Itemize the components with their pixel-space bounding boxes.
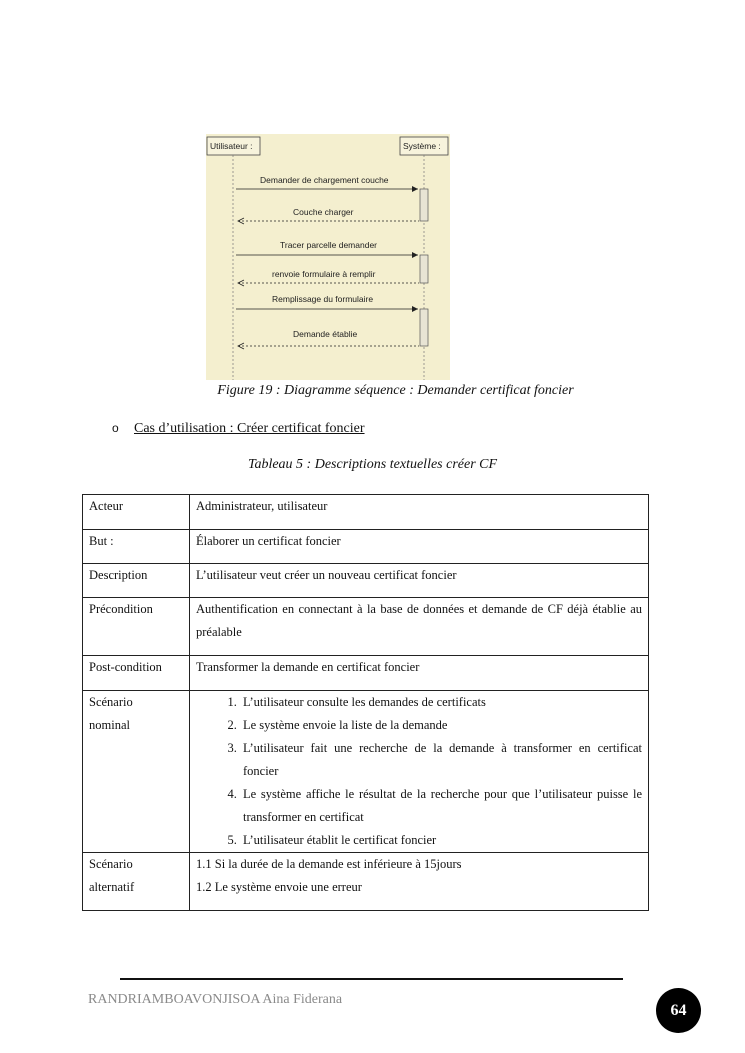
- list-item: 4. Le système affiche le résultat de la recherche pour que l’utilisateur puisse le transformer en certificat: [240, 783, 642, 829]
- list-item: 5. L’utilisateur établit le certificat foncier: [240, 829, 642, 852]
- message-label-6: Demande établie: [293, 329, 358, 339]
- table-row-precondition: [83, 598, 649, 656]
- cell-value: Administrateur, utilisateur: [190, 495, 649, 530]
- message-label-4: renvoie formulaire à remplir: [272, 269, 376, 279]
- list-item: 1.2 Le système envoie une erreur: [196, 880, 362, 894]
- list-item: 3. L’utilisateur fait une recherche de la demande à transformer en certificat foncier: [240, 737, 642, 783]
- cell-label: [83, 691, 190, 853]
- activation-2: [420, 255, 428, 283]
- description-table: [82, 494, 649, 911]
- sequence-diagram: [206, 134, 450, 380]
- cell-value: Authentification en connectant à la base de données et demande de CF déjà établie au préalable: [190, 598, 649, 656]
- cell-value: Transformer la demande en certificat foncier: [190, 656, 649, 691]
- cell-value: [190, 691, 649, 853]
- cell-value: Élaborer un certificat foncier: [190, 530, 649, 564]
- message-label-5: Remplissage du formulaire: [272, 294, 374, 304]
- activation-1: [420, 189, 428, 221]
- list-item: 1. L’utilisateur consulte les demandes de certificats: [240, 691, 642, 714]
- use-case-heading: [112, 421, 365, 437]
- cell-label: Description: [83, 564, 190, 598]
- label-line: Scénario: [89, 857, 133, 871]
- table-row-description: [83, 564, 649, 598]
- message-label-2: Couche charger: [293, 207, 354, 217]
- footer-divider: [120, 978, 623, 980]
- cell-label: Acteur: [83, 495, 190, 530]
- table-row-acteur: [83, 495, 649, 530]
- list-item: 1.1 Si la durée de la demande est inférieure à 15jours: [196, 857, 462, 871]
- list-item: 2. Le système envoie la liste de la demande: [240, 714, 642, 737]
- page-number-badge: 64: [656, 988, 701, 1033]
- table-row-alternatif: [83, 853, 649, 911]
- table-caption: Tableau 5 : Descriptions textuelles créer CF: [247, 457, 498, 472]
- cell-label: [83, 853, 190, 911]
- table-row-nominal: [83, 691, 649, 853]
- cell-label: Précondition: [83, 598, 190, 656]
- actor-label-user: Utilisateur :: [210, 141, 253, 151]
- cell-value: [190, 853, 649, 911]
- cell-label: But :: [83, 530, 190, 564]
- cell-label: Post-condition: [83, 656, 190, 691]
- cell-value: L’utilisateur veut créer un nouveau certificat foncier: [190, 564, 649, 598]
- label-line: nominal: [89, 718, 130, 732]
- label-line: Scénario: [89, 695, 133, 709]
- label-line: alternatif: [89, 880, 135, 894]
- table-row-but: [83, 530, 649, 564]
- actor-label-system: Système :: [403, 141, 441, 151]
- message-label-1: Demander de chargement couche: [260, 175, 389, 185]
- table-row-postcondition: [83, 656, 649, 691]
- bullet-circle: o: [112, 421, 119, 435]
- footer-author: RANDRIAMBOAVONJISOA Aina Fiderana: [88, 992, 343, 1007]
- use-case-title: Cas d’utilisation : Créer certificat foncier: [134, 421, 365, 436]
- nominal-steps-list: [196, 691, 642, 852]
- figure-caption: Figure 19 : Diagramme séquence : Demander certificat foncier: [217, 383, 574, 398]
- message-label-3: Tracer parcelle demander: [280, 240, 378, 250]
- activation-3: [420, 309, 428, 346]
